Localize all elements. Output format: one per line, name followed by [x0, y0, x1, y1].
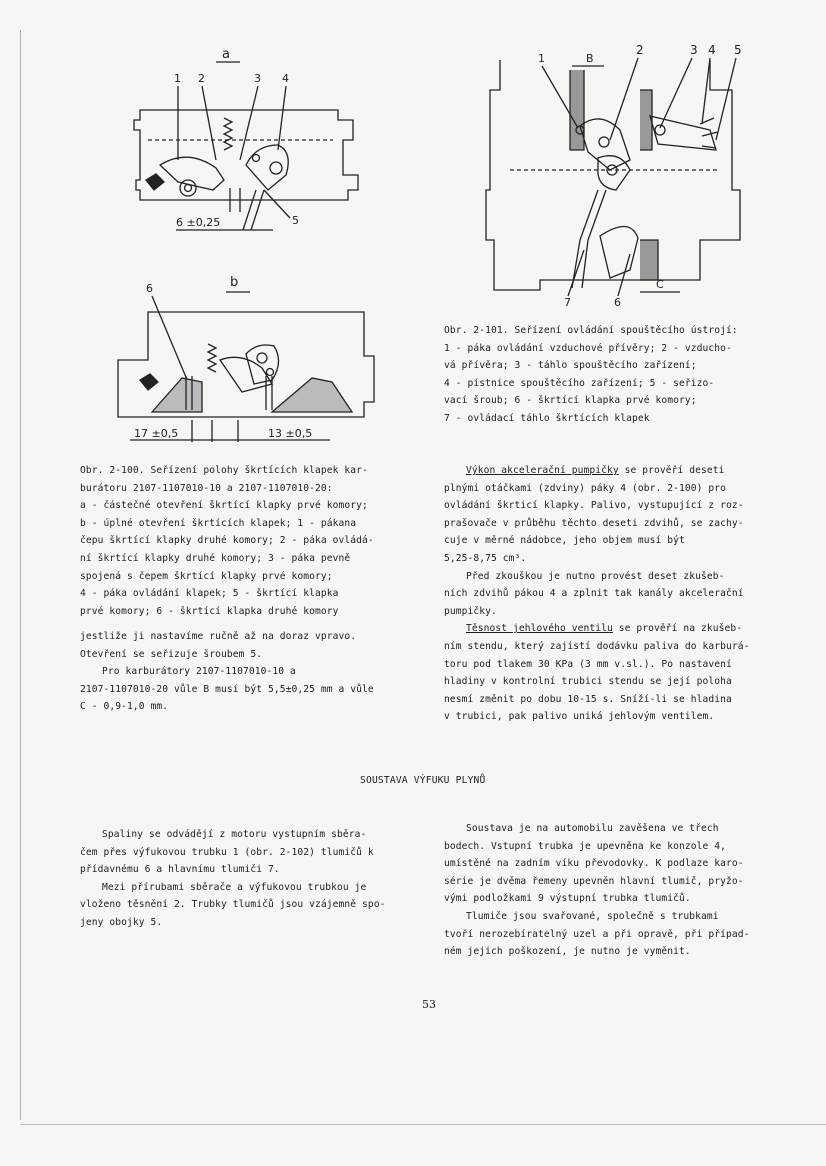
- caption-100-line: prvé komory; 6 - škrtící klapka druhé komory: [80, 605, 339, 617]
- right-text-line: se prověří na zkušeb-: [612, 623, 743, 635]
- exhaust-right-line: bodech. Vstupní trubka je upevněna ke konzole 4,: [444, 840, 727, 852]
- left-text-line: C - 0,9-1,0 mm.: [80, 701, 169, 713]
- exhaust-left-line: vloženo těsnění 2. Trubky tlumičů jsou vzájemně spo-: [80, 899, 386, 911]
- needle-valve-term: Těsnost jehlového ventilu: [466, 623, 613, 635]
- caption-100-line: ní škrtící klapky druhé komory; 3 - páka pevně: [80, 552, 351, 564]
- left-text-line: Otevření se seřizuje šroubem 5.: [80, 648, 263, 660]
- exhaust-right-line: ném jejich poškození, je nutno je vyměnit.: [444, 946, 691, 958]
- right-text-line: ovládání škrticí klapky. Palivo, vystupující z roz-: [444, 500, 744, 512]
- figure-2-100-b: [112, 272, 382, 450]
- caption-101-line: 1 - páka ovládání vzduchové přívěry; 2 - vzducho-: [444, 342, 732, 354]
- figure-a-callout-3: 3: [254, 72, 261, 85]
- scan-edge-line: [20, 30, 21, 1120]
- figure-101-callout-3: 3: [690, 43, 698, 57]
- caption-figure-2-101: [444, 322, 794, 428]
- figure-b-dimension-right: 13 ±0,5: [268, 427, 313, 440]
- figure-a-letter: a: [222, 47, 230, 62]
- figure-a-callout-2: 2: [198, 72, 205, 85]
- right-text-line: cuje v měrné nádobce, jeho objem musí být: [444, 535, 685, 547]
- caption-101-line: Obr. 2-101. Seřízení ovládání spouštěcího ústrojí:: [444, 325, 738, 336]
- exhaust-right-line: vými podložkami 9 výstupní trubka tlumičů.: [444, 893, 691, 905]
- exhaust-left-line: přídavnému 6 a hlavnímu tlumiči 7.: [80, 864, 280, 876]
- left-text-line: 2107-1107010-20 vůle B musí být 5,5±0,25 mm a vůle: [80, 683, 374, 695]
- figure-2-101: [480, 40, 760, 310]
- exhaust-right-line: umístěné na zadním víku převodovky. K podlaze karo-: [444, 858, 744, 870]
- accelerator-pump-term: Výkon akcelerační pumpičky: [466, 465, 619, 476]
- right-text-line: v trubici, pak palivo uniká jehlovým ventilem.: [444, 711, 715, 723]
- caption-100-line: Obr. 2-100. Seřízení polohy škrtících klapek kar-: [80, 465, 368, 476]
- section-heading: SOUSTAVA VÝFUKU PLYNŮ: [360, 775, 486, 786]
- figure-101-callout-B: B: [586, 52, 594, 65]
- figure-101-callout-2: 2: [636, 43, 644, 57]
- right-text-line: se prověří deseti: [618, 465, 725, 476]
- right-text-line: ních zdvihů pákou 4 a zplnit tak kanály akcelerační: [444, 588, 744, 600]
- caption-101-line: vací šroub; 6 - škrtící klapka prvé komory;: [444, 395, 697, 407]
- exhaust-left-line: Mezi přírubami sběrače a výfukovou trubkou je: [102, 881, 367, 893]
- figure-a-callout-4: 4: [282, 72, 289, 85]
- right-text-line: hladiny v kontrolní trubici stendu se její poloha: [444, 676, 732, 688]
- figure-101-callout-6: 6: [614, 296, 621, 309]
- exhaust-right-line: Tlumiče jsou svařované, společně s trubkami: [466, 910, 719, 922]
- exhaust-left-line: čem přes výfukovou trubku 1 (obr. 2-102) tlumičů k: [80, 846, 374, 858]
- exhaust-left-line: Spaliny se odvádějí z motoru vystupním sběra-: [102, 829, 367, 840]
- left-text-line: jestliže ji nastavíme ručně až na doraz vpravo.: [80, 631, 357, 642]
- exhaust-left-line: jeny obojky 5.: [80, 916, 163, 928]
- page-number: 53: [422, 998, 436, 1011]
- caption-100-line: 4 - páka ovládání klapek; 5 - škrtící klapka: [80, 588, 339, 600]
- caption-100-line: b - úplné otevření škrtících klapek; 1 - pákana: [80, 517, 357, 529]
- right-text-line: 5,25-8,75 cm³.: [444, 552, 527, 564]
- caption-100-line: čepu škrtící klapky druhé komory; 2 - páka ovládá-: [80, 535, 374, 547]
- right-text-line: nesmí změnit po dobu 10-15 s. Sníží-li se hladina: [444, 693, 732, 705]
- figure-a-callout-5: 5: [292, 214, 299, 227]
- figure-101-callout-7: 7: [564, 296, 571, 309]
- figure-2-100-a: [118, 40, 368, 240]
- right-text-line: ním stendu, který zajistí dodávku paliva do karburá-: [444, 640, 750, 652]
- right-text-line: plnými otáčkami (zdviny) páky 4 (obr. 2-100) pro: [444, 482, 727, 494]
- figure-b-dimension-left: 17 ±0,5: [134, 427, 179, 440]
- right-text-line: Před zkouškou je nutno provést deset zkušeb-: [466, 570, 725, 582]
- caption-100-line: burátoru 2107-1107010-10 a 2107-1107010-20:: [80, 482, 333, 494]
- caption-101-line: 7 - ovládací táhlo škrtících klapek: [444, 412, 650, 424]
- figure-a-dimension: 6 ±0,25: [176, 216, 221, 229]
- figure-a-callout-1: 1: [174, 72, 181, 85]
- caption-100-line: spojená s čepem škrtící klapky prvé komory;: [80, 570, 333, 582]
- caption-100-line: a - částečné otevření škrtící klapky prvé komory;: [80, 500, 368, 512]
- figure-101-callout-C: C: [656, 278, 664, 291]
- figure-101-callout-1: 1: [538, 52, 545, 65]
- caption-101-line: 4 - pístnice spouštěcího zařízení; 5 - seřizo-: [444, 377, 715, 389]
- exhaust-right-line: Soustava je na automobilu zavěšena ve třech: [466, 823, 719, 834]
- figure-101-callout-4: 4: [708, 43, 716, 57]
- figure-b-callout-6: 6: [146, 282, 153, 295]
- figure-101-callout-5: 5: [734, 43, 742, 57]
- figure-b-letter: b: [230, 275, 239, 290]
- left-text-line: Pro karburátory 2107-1107010-10 a: [102, 666, 296, 678]
- caption-101-line: vá přívěra; 3 - táhlo spouštěcího zařízení;: [444, 360, 697, 372]
- bottom-rule: [20, 1124, 826, 1125]
- exhaust-right-line: série je dvěma řemeny upevněn hlavní tlumič, pryžo-: [444, 875, 744, 887]
- exhaust-left-text: [80, 826, 425, 932]
- exhaust-right-line: tvoří nerozebíratelný uzel a při opravě, při případ-: [444, 928, 750, 940]
- right-text-line: prašovače v průběhu těchto deseti zdvihů, se zachy-: [444, 517, 744, 529]
- right-column-text: [444, 462, 794, 726]
- right-text-line: toru pod tlakem 30 KPa (3 mm v.sl.). Po nastavení: [444, 658, 732, 670]
- exhaust-right-text: [444, 820, 794, 961]
- right-text-line: pumpičky.: [444, 605, 497, 617]
- left-continuation-text: [80, 628, 425, 716]
- caption-figure-2-100: [80, 462, 425, 620]
